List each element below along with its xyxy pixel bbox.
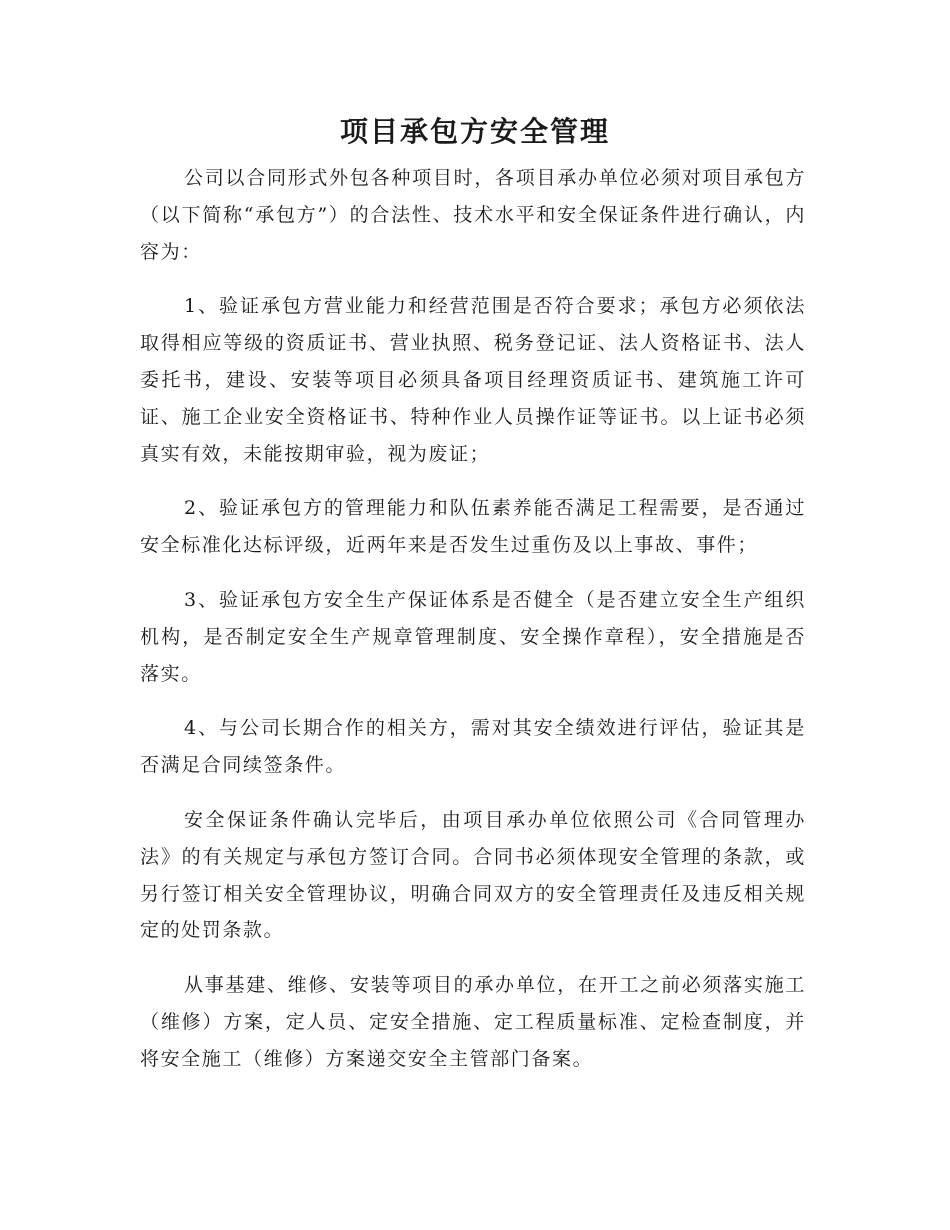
paragraph-item-1: 1、验证承包方营业能力和经营范围是否符合要求；承包方必须依法取得相应等级的资质证书、营业执照、税务登记证、法人资格证书、法人委托书，建设、安装等项目必须具备项目经理资质证书、建筑施工许可证、施工企业安全资格证书、特种作业人员操作证等证书。以上证书必须真实有效，未能按期审验，视为废证； (140, 295, 806, 465)
paragraph-item-2: 2、验证承包方的管理能力和队伍素养能否满足工程需要，是否通过安全标准化达标评级，近两年来是否发生过重伤及以上事故、事件； (140, 497, 806, 557)
paragraph-item-4: 4、与公司长期合作的相关方，需对其安全绩效进行评估，验证其是否满足合同续签条件。 (140, 717, 806, 777)
paragraph-item-3: 3、验证承包方安全生产保证体系是否健全（是否建立安全生产组织机构，是否制定安全生产规章管理制度、安全操作章程），安全措施是否落实。 (140, 588, 806, 685)
paragraph-intro: 公司以合同形式外包各种项目时，各项目承办单位必须对项目承包方（以下简称“承包方”）的合法性、技术水平和安全保证条件进行确认，内容为： (140, 167, 806, 263)
document-body (140, 160, 806, 1096)
paragraph-construction: 从事基建、维修、安装等项目的承办单位，在开工之前必须落实施工（维修）方案，定人员、定安全措施、定工程质量标准、定检查制度，并将安全施工（维修）方案递交安全主管部门备案。 (140, 974, 806, 1070)
document-title: 项目承包方安全管理 (339, 115, 610, 148)
paragraph-contract: 安全保证条件确认完毕后，由项目承办单位依照公司《合同管理办法》的有关规定与承包方签订合同。合同书必须体现安全管理的条款，或另行签订相关安全管理协议，明确合同双方的安全管理责任及违反相关规定的处罚条款。 (140, 808, 806, 942)
